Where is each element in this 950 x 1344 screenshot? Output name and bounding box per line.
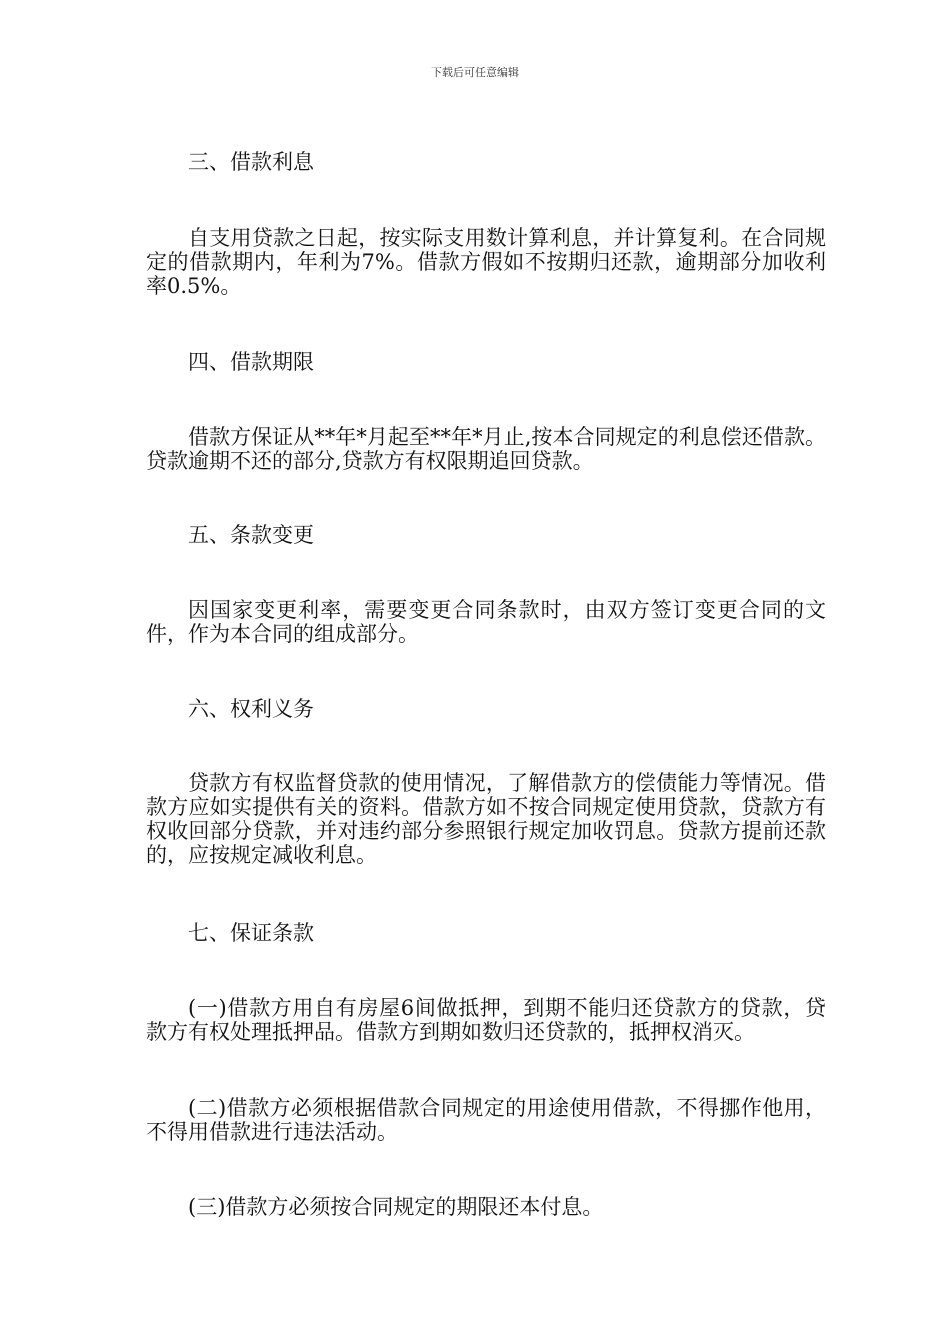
- section-heading-guarantee: 七、保证条款: [188, 921, 314, 945]
- paragraph-interest: 自支用贷款之日起，按实际支用数计算利息，并计算复利。在合同规定的借款期内，年利为7%。借款方假如不按期归还款，逾期部分加收利率0.5%。: [146, 226, 826, 298]
- paragraph-term: 借款方保证从**年*月起至**年*月止,按本合同规定的利息偿还借款。贷款逾期不还的部分,贷款方有权限期追回贷款。: [146, 425, 826, 473]
- page-header-note: 下载后可任意编辑: [431, 66, 519, 79]
- section-heading-term: 四、借款期限: [188, 350, 314, 374]
- section-heading-interest: 三、借款利息: [188, 150, 314, 174]
- paragraph-guarantee-1: (一)借款方用自有房屋6间做抵押，到期不能归还贷款方的贷款，贷款方有权处理抵押品。借款方到期如数归还贷款的，抵押权消灭。: [146, 996, 826, 1044]
- section-heading-amendment: 五、条款变更: [188, 523, 314, 547]
- section-heading-rights: 六、权利义务: [188, 697, 314, 721]
- paragraph-guarantee-3: (三)借款方必须按合同规定的期限还本付息。: [188, 1195, 604, 1219]
- paragraph-rights: 贷款方有权监督贷款的使用情况，了解借款方的偿债能力等情况。借款方应如实提供有关的资料。借款方如不按合同规定使用贷款，贷款方有权收回部分贷款，并对违约部分参照银行规定加收罚息。贷款方提前还款的，应按规定减收利息。: [146, 771, 826, 867]
- paragraph-amendment: 因国家变更利率，需要变更合同条款时，由双方签订变更合同的文件，作为本合同的组成部分。: [146, 598, 826, 646]
- paragraph-guarantee-2: (二)借款方必须根据借款合同规定的用途使用借款，不得挪作他用，不得用借款进行违法活动。: [146, 1096, 826, 1144]
